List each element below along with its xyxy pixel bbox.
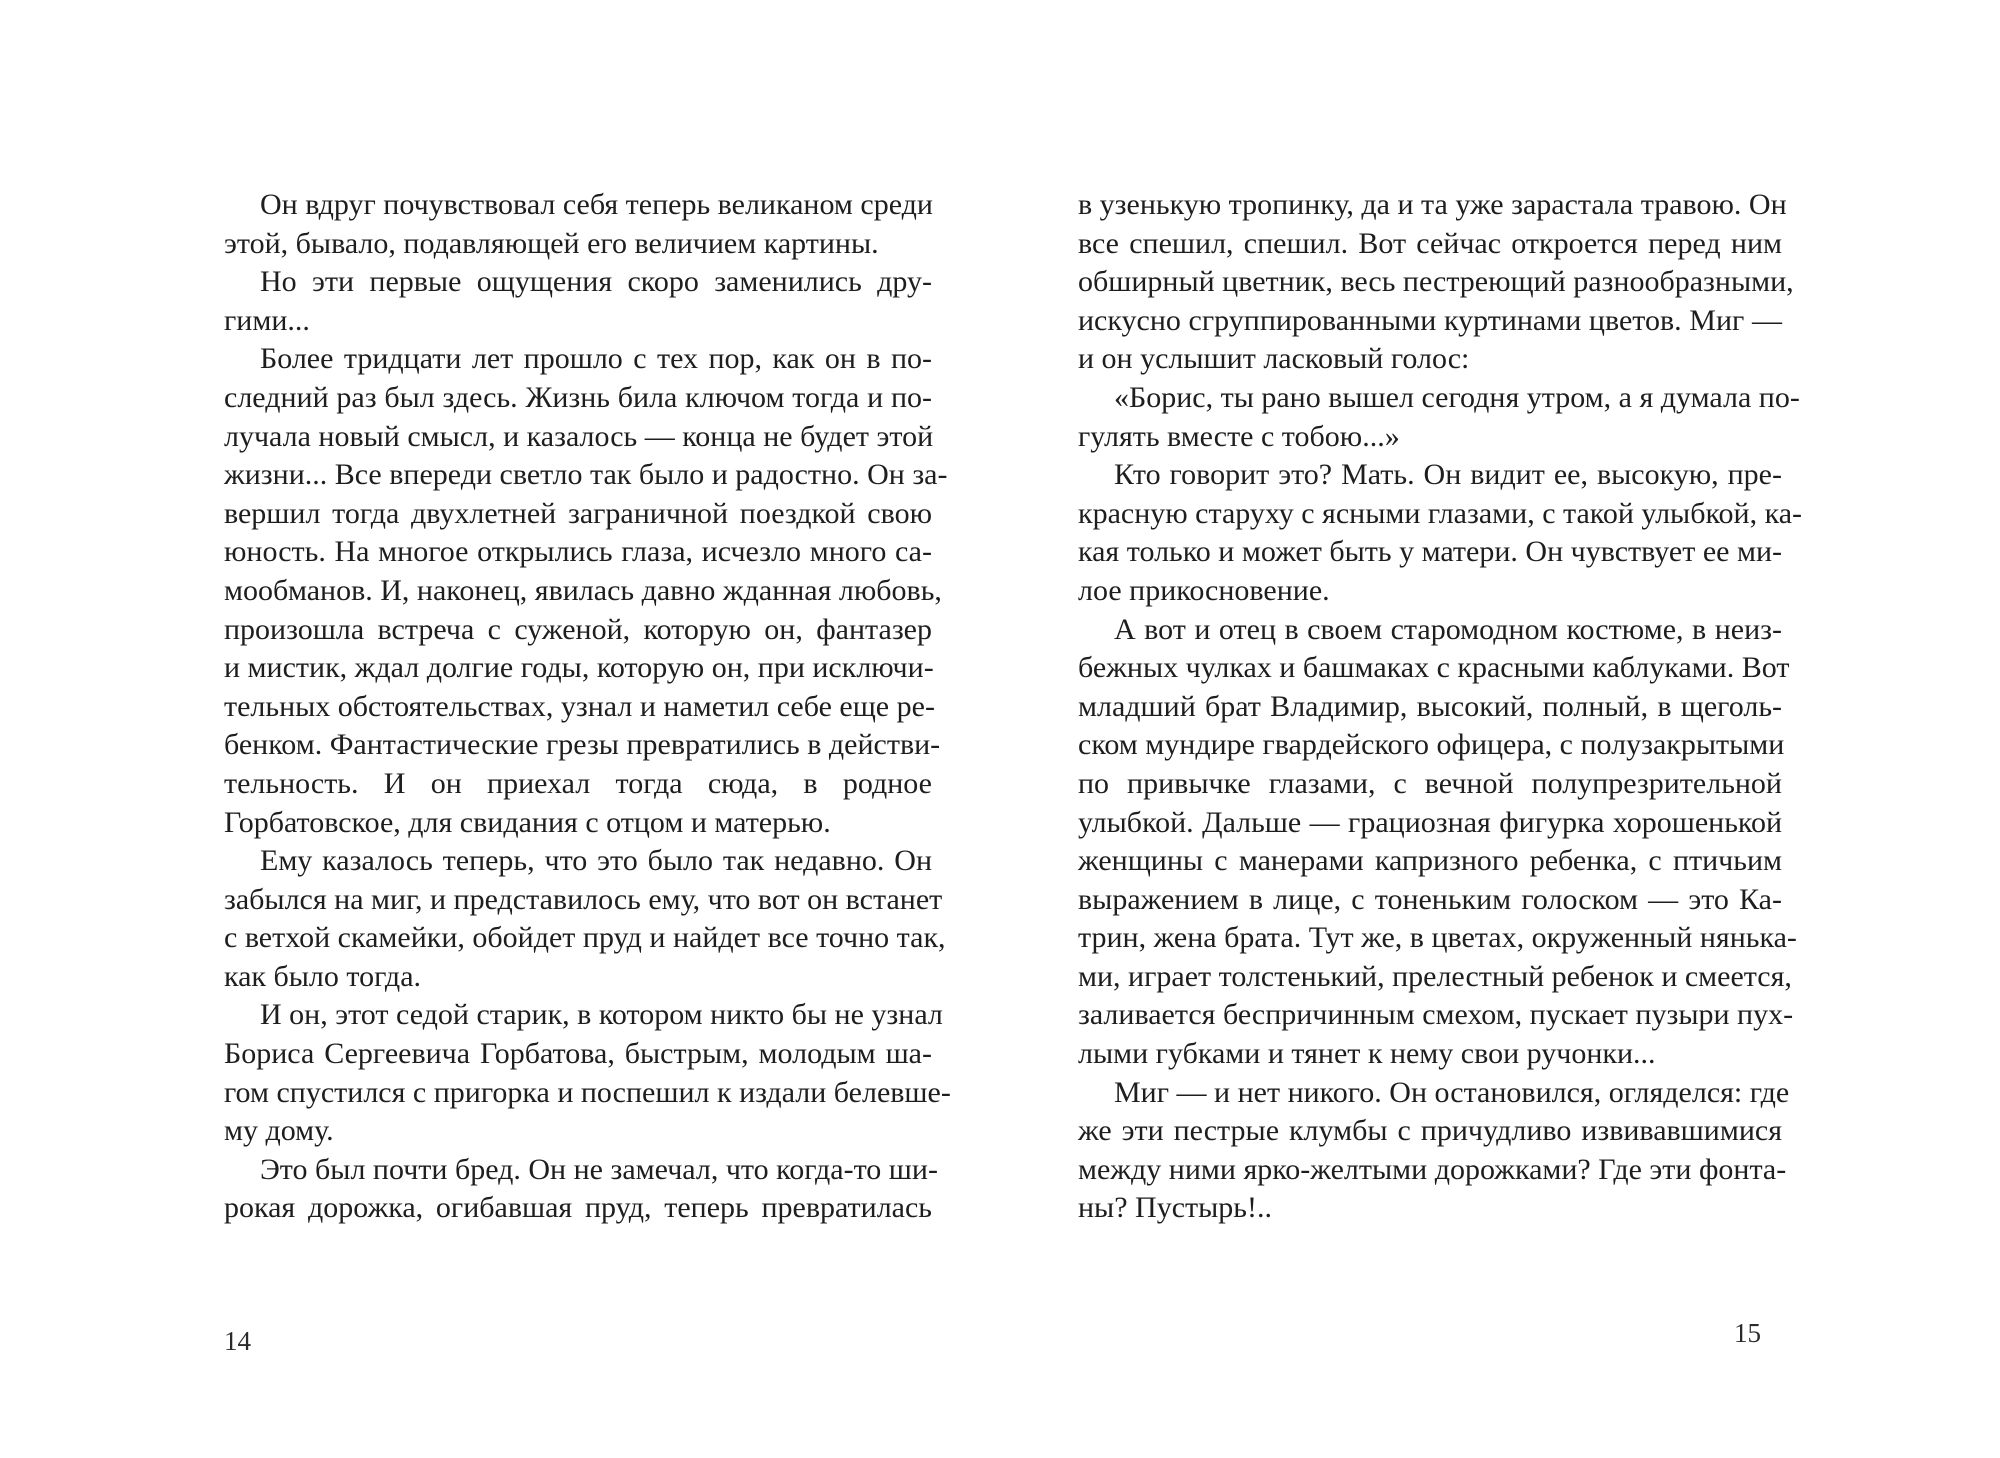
- text-line: жизни... Все впереди светло так было и радостно. Он за-: [224, 458, 948, 492]
- text-line: по привычке глазами, с вечной полупрезрительной: [1078, 766, 1782, 800]
- text-line: лое прикосновение.: [1078, 573, 1330, 607]
- left-page-number: 14: [224, 1326, 251, 1356]
- right-page-text: [1078, 186, 1803, 1228]
- text-line: тельных обстоятельствах, узнал и наметил себе еще ре-: [224, 689, 935, 723]
- text-line: между ними ярко-желтыми дорожками? Где эти фонта-: [1078, 1152, 1787, 1186]
- text-line: му дому.: [224, 1114, 334, 1148]
- text-line: в узенькую тропинку, да и та уже зарастала травою. Он: [1078, 188, 1787, 221]
- text-line: Более тридцати лет прошло с тех пор, как он в по-: [260, 342, 932, 376]
- text-line: гими...: [224, 303, 310, 337]
- left-page-text: [224, 186, 951, 1228]
- text-line: произошла встреча с суженой, которую он, фантазер: [224, 612, 932, 646]
- text-line: «Борис, ты рано вышел сегодня утром, а я думала по-: [1114, 380, 1800, 414]
- text-line: забылся на миг, и представилось ему, что вот он встанет: [224, 882, 943, 916]
- text-line: и мистик, ждал долгие годы, которую он, при исключи-: [224, 651, 934, 685]
- text-line: И он, этот седой старик, в котором никто бы не узнал: [260, 998, 943, 1032]
- text-line: тельность. И он приехал тогда сюда, в родное: [224, 766, 932, 800]
- text-line: Кто говорит это? Мать. Он видит ее, высокую, пре-: [1114, 458, 1782, 492]
- text-line: ны? Пустырь!..: [1078, 1191, 1272, 1225]
- text-line: и он услышит ласковый голос:: [1078, 342, 1470, 376]
- text-line: ми, играет толстенький, прелестный ребенок и смеется,: [1078, 959, 1792, 993]
- text-line: женщины с манерами капризного ребенка, с птичьим: [1078, 844, 1782, 878]
- text-line: с ветхой скамейки, обойдет пруд и найдет все точно так,: [224, 921, 946, 955]
- text-line: улыбкой. Дальше — грациозная фигурка хорошенькой: [1078, 805, 1782, 839]
- text-line: этой, бывало, подавляющей его величием картины.: [224, 226, 879, 260]
- text-line: же эти пестрые клумбы с причудливо извивавшимися: [1078, 1114, 1782, 1148]
- text-line: Это был почти бред. Он не замечал, что когда-то ши-: [260, 1152, 938, 1186]
- text-line: Бориса Сергеевича Горбатова, быстрым, молодым ша-: [224, 1037, 932, 1071]
- text-line: Миг — и нет никого. Он остановился, огляделся: где: [1114, 1075, 1790, 1109]
- right-page-number: 15: [1734, 1318, 1761, 1348]
- text-line: Он вдруг почувствовал себя теперь великаном среди: [260, 188, 933, 221]
- text-line: мообманов. И, наконец, явилась давно жданная любовь,: [224, 573, 942, 607]
- text-line: искусно сгруппированными куртинами цветов. Миг —: [1078, 303, 1782, 337]
- text-line: заливается беспричинным смехом, пускает пузыри пух-: [1078, 998, 1794, 1032]
- text-line: юность. На многое открылись глаза, исчезло много са-: [224, 535, 932, 569]
- text-line: как было тогда.: [224, 959, 422, 993]
- text-line: лыми губками и тянет к нему свои ручонки...: [1078, 1037, 1656, 1071]
- text-line: вершил тогда двухлетней заграничной поездкой свою: [224, 496, 932, 530]
- text-line: Но эти первые ощущения скоро заменились дру-: [260, 265, 932, 299]
- text-line: кая только и может быть у матери. Он чувствует ее ми-: [1078, 535, 1782, 569]
- text-line: Ему казалось теперь, что это было так недавно. Он: [260, 844, 932, 878]
- text-line: Горбатовское, для свидания с отцом и матерью.: [224, 805, 831, 839]
- text-line: лучала новый смысл, и казалось — конца не будет этой: [224, 419, 934, 453]
- text-line: трин, жена брата. Тут же, в цветах, окруженный нянька-: [1078, 921, 1797, 955]
- text-line: выражением в лице, с тоненьким голоском — это Ка-: [1078, 882, 1782, 916]
- text-line: младший брат Владимир, высокий, полный, в щеголь-: [1078, 689, 1782, 723]
- text-line: следний раз был здесь. Жизнь била ключом тогда и по-: [224, 380, 932, 414]
- text-line: гом спустился с пригорка и поспешил к издали белевше-: [224, 1075, 951, 1109]
- text-line: А вот и отец в своем старомодном костюме, в неиз-: [1114, 612, 1782, 646]
- text-line: бенком. Фантастические грезы превратились в действи-: [224, 728, 941, 762]
- text-line: ском мундире гвардейского офицера, с полузакрытыми: [1078, 728, 1785, 762]
- text-line: рокая дорожка, огибавшая пруд, теперь превратилась: [224, 1191, 932, 1225]
- text-line: красную старуху с ясными глазами, с такой улыбкой, ка-: [1078, 496, 1803, 530]
- right-page: [1000, 0, 2000, 1458]
- text-line: все спешил, спешил. Вот сейчас откроется перед ним: [1078, 226, 1782, 260]
- text-line: обширный цветник, весь пестреющий разнообразными,: [1078, 265, 1794, 299]
- text-line: бежных чулках и башмаках с красными каблуками. Вот: [1078, 651, 1790, 685]
- text-line: гулять вместе с тобою...»: [1078, 419, 1400, 453]
